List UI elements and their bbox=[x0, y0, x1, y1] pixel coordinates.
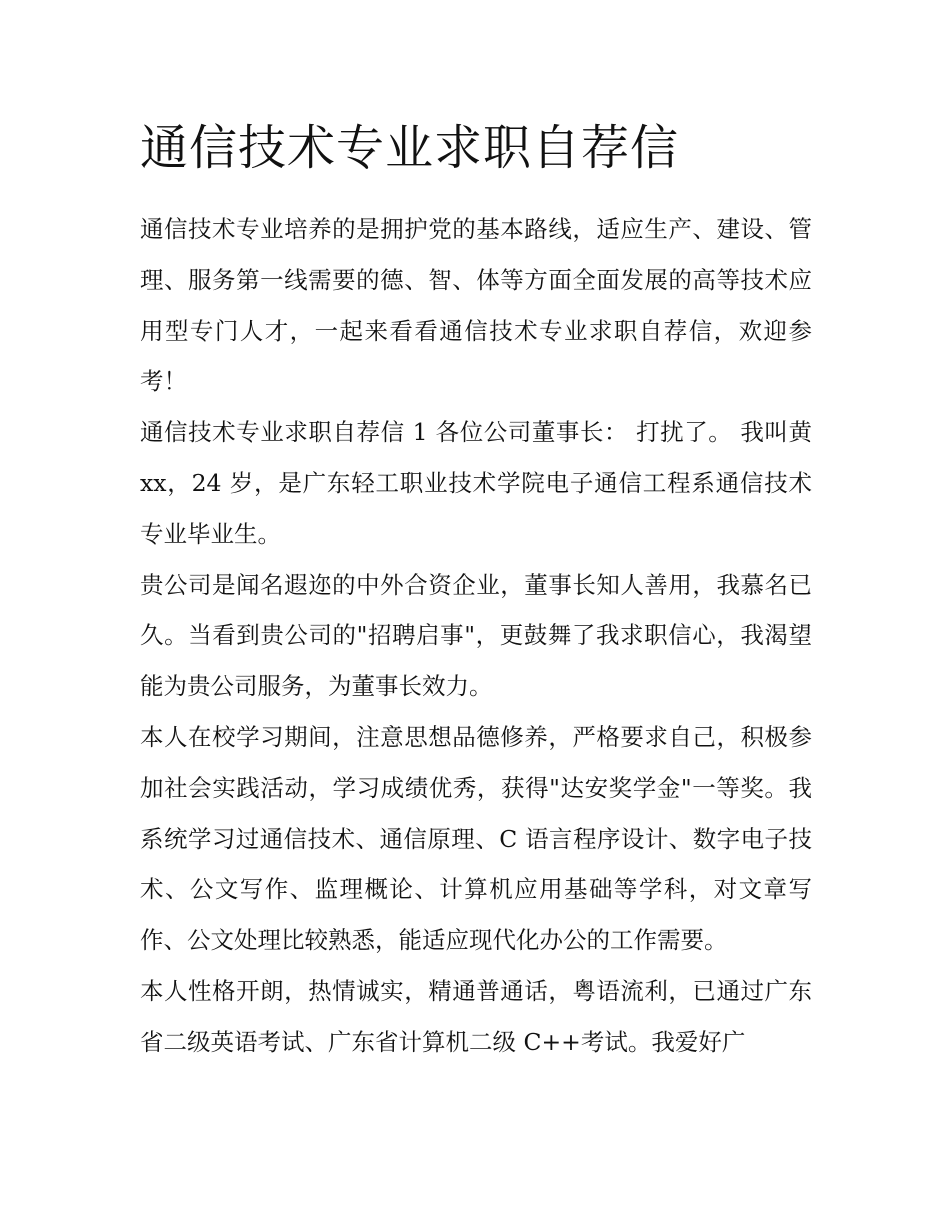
document-body bbox=[140, 118, 812, 1068]
paragraph-list bbox=[140, 204, 812, 1068]
document-title: 通信技术专业求职自荐信 bbox=[140, 120, 680, 176]
paragraph-greeting: 通信技术专业求职自荐信 1 各位公司董事长： 打扰了。 我叫黄 xx，24 岁，是广东轻工职业技术学院电子通信工程系通信技术专业毕业生。 bbox=[140, 418, 812, 548]
paragraph-intro: 通信技术专业培养的是拥护党的基本路线，适应生产、建设、管理、服务第一线需要的德、智、体等方面全面发展的高等技术应用型专门人才，一起来看看通信技术专业求职自荐信，欢迎参考！ bbox=[140, 215, 812, 396]
paragraph-education: 本人在校学习期间，注意思想品德修养，严格要求自己，积极参加社会实践活动，学习成绩优秀，获得"达安奖学金"一等奖。我系统学习过通信技术、通信原理、C 语言程序设计、数字电子技术、公文写作、监理概论、计算机应用基础等学科，对文章写作、公文处理比较熟悉，能适应现代化办公的工作需要。 bbox=[140, 722, 812, 955]
paragraph-personality: 本人性格开朗，热情诚实，精通普通话，粤语流利，已通过广东省二级英语考试、广东省计算机二级 C++考试。我爱好广 bbox=[140, 976, 812, 1056]
paragraph-company: 贵公司是闻名遐迩的中外合资企业，董事长知人善用，我慕名已久。当看到贵公司的"招聘启事"，更鼓舞了我求职信心，我渴望能为贵公司服务，为董事长效力。 bbox=[140, 570, 812, 701]
